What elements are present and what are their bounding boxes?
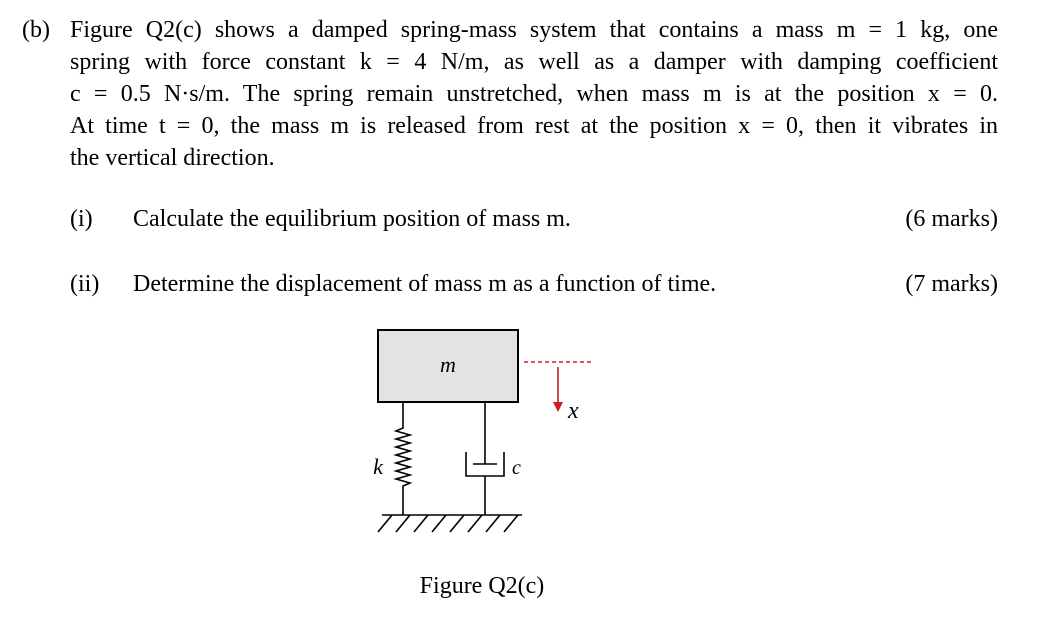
ground [378, 515, 522, 532]
subquestion-i-marks: (6 marks) [905, 206, 998, 232]
question-line-2: spring with force constant k = 4 N/m, as well as a damper with damping coefficient [70, 49, 998, 75]
spring-label: k [373, 454, 383, 479]
question-line-4: At time t = 0, the mass m is released from rest at the position x = 0, then it vibrates in [70, 113, 998, 139]
figure-caption: Figure Q2(c) [419, 573, 545, 599]
displacement-arrow-head [553, 402, 563, 412]
subquestion-ii-text: Determine the displacement of mass m as a function of time. [133, 271, 717, 297]
mass-label: m [440, 352, 456, 377]
damper [466, 402, 504, 515]
subquestion-ii-marks: (7 marks) [905, 271, 998, 297]
subquestion-i-label: (i) [70, 206, 93, 232]
question-line-1: Figure Q2(c) shows a damped spring-mass system that contains a mass m = 1 kg, one [70, 17, 998, 43]
subquestion-i-text: Calculate the equilibrium position of mass m. [133, 206, 571, 232]
question-label: (b) [22, 17, 50, 43]
spring [396, 402, 410, 515]
subquestion-ii-label: (ii) [70, 271, 100, 297]
displacement-label: x [568, 398, 579, 424]
damper-label: c [512, 457, 521, 479]
question-line-5: the vertical direction. [70, 145, 275, 171]
question-line-3: c = 0.5 N·s/m. The spring remain unstretched, when mass m is at the position x = 0. [70, 81, 998, 107]
